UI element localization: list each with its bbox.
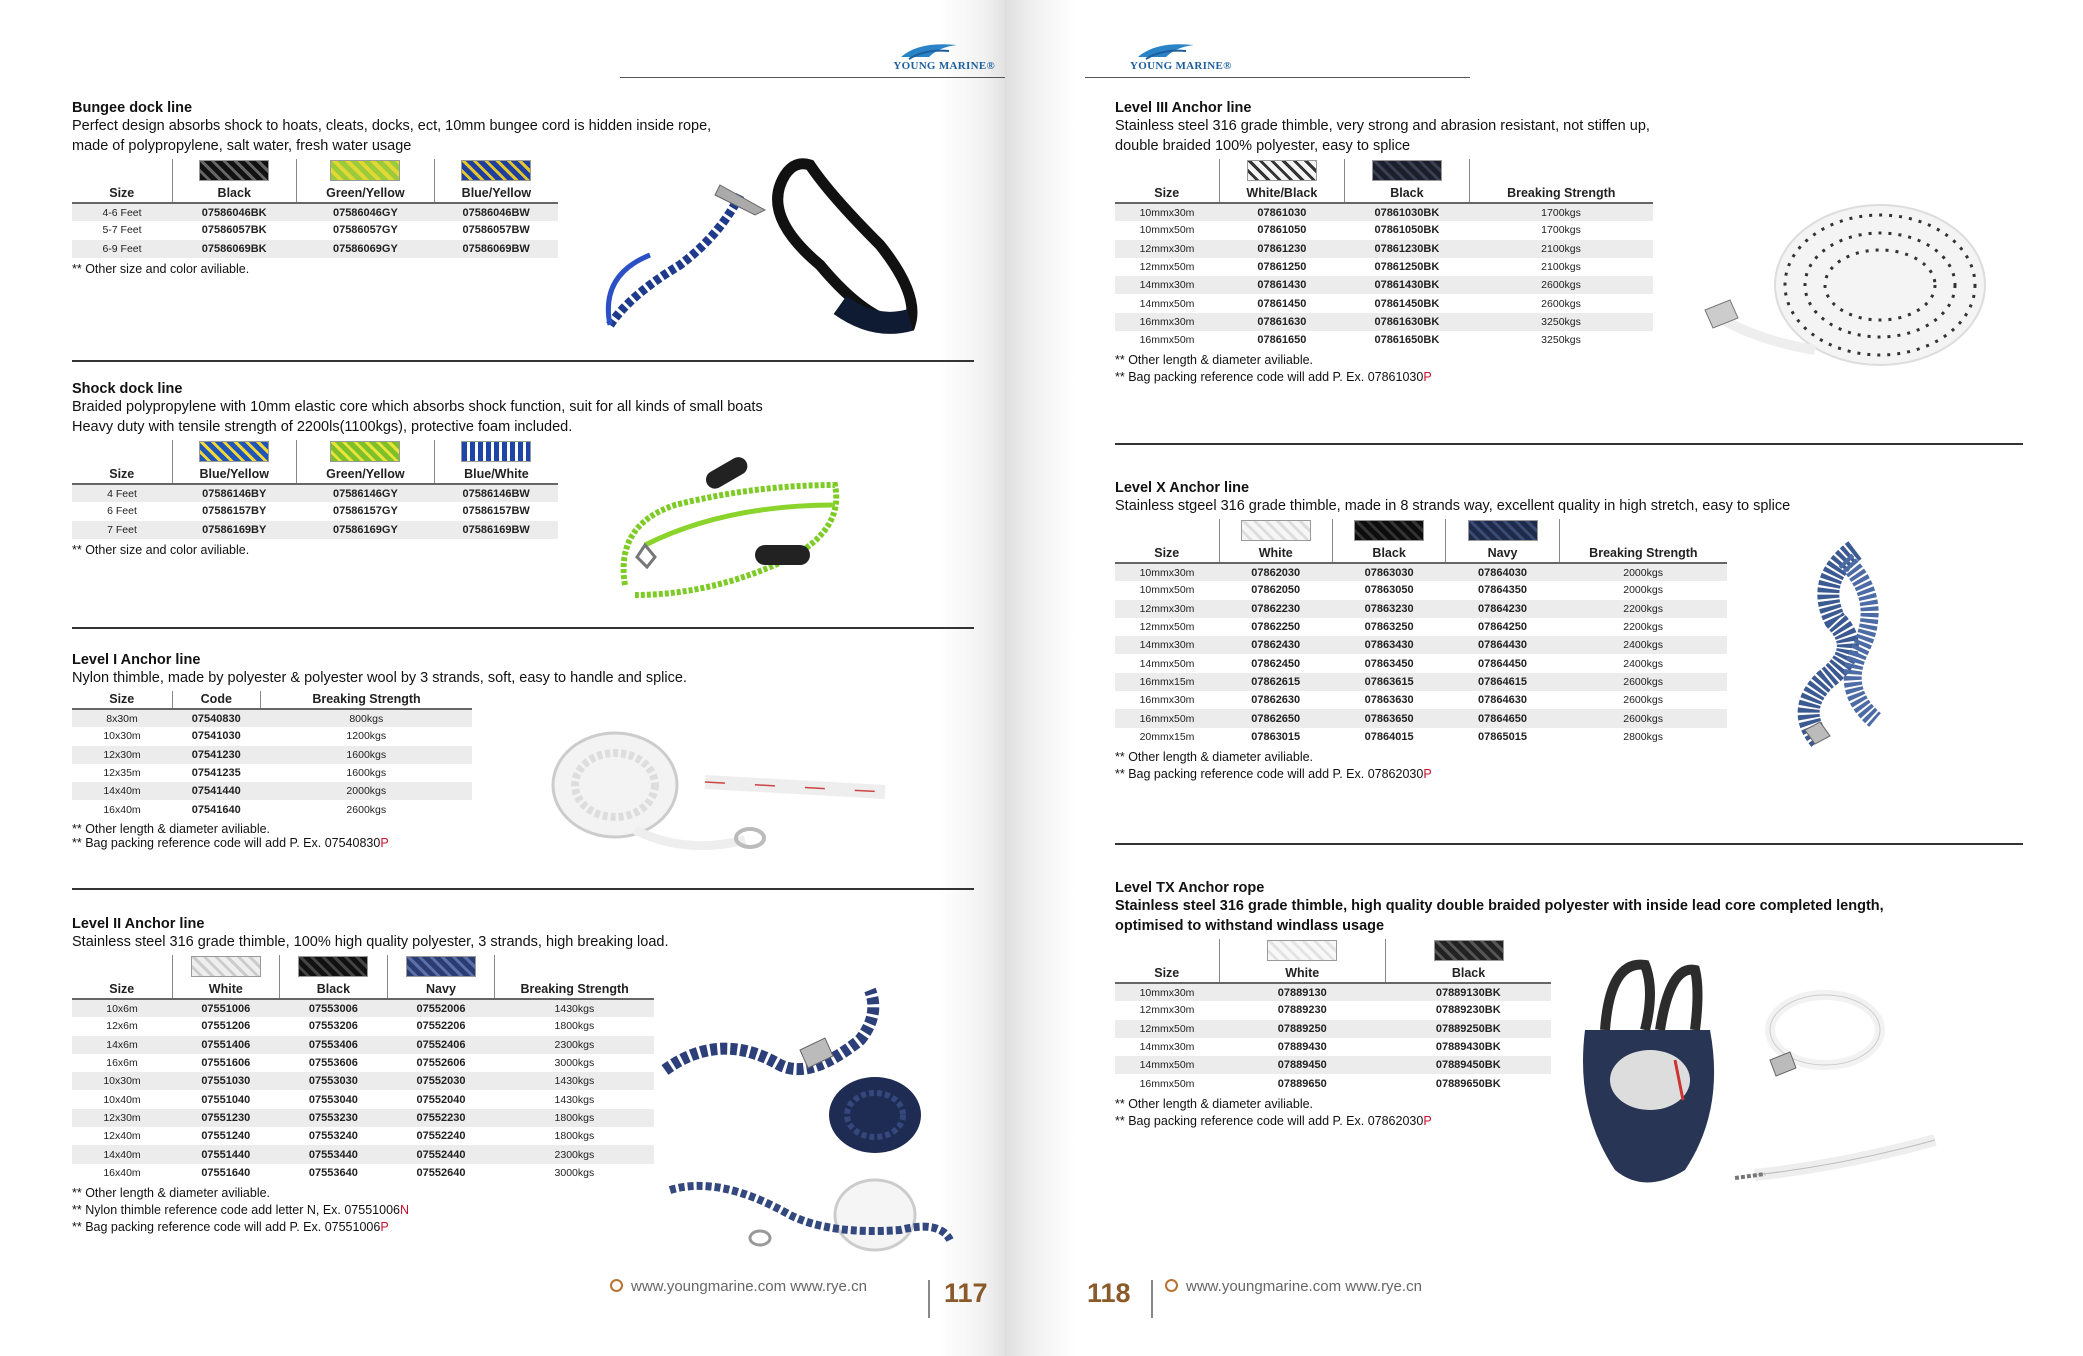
table-row: 14mmx50m 07861450 07861450BK 2600kgs xyxy=(1139,297,1581,310)
table-row: 10mmx30m 07889130 07889130BK xyxy=(1115,983,1551,1001)
swatch-blue-yellow xyxy=(199,441,269,462)
table-row: 10x40m 07551040 07553040 07552040 1430kgs xyxy=(103,1093,595,1106)
table-row: 12mmx30m 07862230 07863230 07864230 2200kgs xyxy=(1115,600,1727,618)
table-row: 12x6m 07551206 07553206 07552206 1800kgs xyxy=(106,1020,595,1033)
globe-icon xyxy=(610,1279,623,1292)
section-desc: optimised to withstand windlass usage xyxy=(1115,918,1385,934)
col-header: Blue/White xyxy=(434,440,558,484)
table-row: 12x30m 07541230 1600kgs xyxy=(72,746,472,764)
swatch-white-black xyxy=(1247,160,1317,181)
table-row: 12mmx50m 07861250 07861250BK 2100kgs xyxy=(1139,261,1581,274)
section-level-x-anchor-line xyxy=(1115,480,1790,783)
col-header: Breaking Strength xyxy=(1559,519,1727,563)
col-header: Breaking Strength xyxy=(495,955,654,999)
col-header: Size xyxy=(72,159,172,203)
note: ** Bag packing reference code will add P. Ex. 07862030P xyxy=(1115,766,1432,781)
table-row: 16x40m 07541640 2600kgs xyxy=(103,803,387,816)
col-header: Black xyxy=(1386,939,1551,983)
note: ** Other length & diameter aviliable. xyxy=(1115,353,1314,368)
swatch-blue-white xyxy=(461,441,531,462)
swatch-navy xyxy=(1468,520,1538,541)
table-row: 14mmx50m 07862450 07863450 07864450 2400kgs xyxy=(1139,657,1663,670)
table-row: 16mmx50m 07861650 07861650BK 3250kgs xyxy=(1139,334,1581,347)
footer-website: www.youngmarine.com www.rye.cn xyxy=(1165,1278,1422,1295)
divider xyxy=(72,888,974,890)
swatch-white xyxy=(191,956,261,977)
divider xyxy=(72,360,974,362)
page-number: 117 xyxy=(944,1278,988,1308)
table-row: 16mmx15m 07862615 07863615 07864615 2600kgs xyxy=(1115,673,1727,691)
table-row: 14mmx30m 07889430 07889430BK xyxy=(1139,1041,1501,1054)
swatch-black xyxy=(199,160,269,181)
section-desc: Stainless steel 316 grade thimble, high quality double braided polyester with inside lead core completed length, xyxy=(1115,898,1884,914)
table-row: 12mmx30m 07861230 07861230BK 2100kgs xyxy=(1115,240,1653,258)
table-row: 16mmx50m 07862650 07863650 07864650 2600kgs xyxy=(1115,709,1727,727)
note: ** Nylon thimble reference code add letter N, Ex. 07551006N xyxy=(72,1202,410,1217)
section-desc: Stainless steel 316 grade thimble, 100% high quality polyester, 3 strands, high breaking load. xyxy=(72,934,669,950)
spec-table xyxy=(72,440,558,539)
col-header: Size xyxy=(72,691,172,709)
divider xyxy=(72,627,974,629)
spec-table xyxy=(72,691,472,819)
spec-table xyxy=(1115,519,1727,746)
table-row: 12x35m 07541235 1600kgs xyxy=(103,767,387,780)
section-title: Level TX Anchor rope xyxy=(1115,880,1265,896)
table-row: 10x6m 07551006 07553006 07552006 1430kgs xyxy=(72,999,654,1017)
note: ** Other size and color aviliable. xyxy=(72,542,250,557)
boat-logo-icon xyxy=(899,37,959,61)
spec-table xyxy=(72,955,654,1182)
section-desc: made of polypropylene, salt water, fresh water usage xyxy=(72,138,412,154)
table-row: 10mmx50m 07861050 07861050BK 1700kgs xyxy=(1139,224,1581,237)
section-title: Level X Anchor line xyxy=(1115,480,1250,496)
swatch-white xyxy=(1267,940,1337,961)
brand-logo-right: YOUNG MARINE® xyxy=(1130,60,1232,72)
globe-icon xyxy=(1165,1279,1178,1292)
col-header: Black xyxy=(1345,159,1469,203)
table-row: 10x30m 07551030 07553030 07552030 1430kgs xyxy=(72,1072,654,1090)
level-i-rope-image xyxy=(545,720,890,860)
level-x-rope-image xyxy=(1765,540,1915,750)
col-header: Breaking Strength xyxy=(1469,159,1653,203)
col-header: Size xyxy=(1115,939,1219,983)
shock-line-image xyxy=(605,445,855,605)
swatch-green-yellow xyxy=(330,441,400,462)
level-ii-rope-image xyxy=(660,980,980,1260)
swatch-green-yellow xyxy=(330,160,400,181)
section-title: Level I Anchor line xyxy=(72,652,201,668)
spec-table xyxy=(72,159,558,258)
table-row: 12mmx50m 07862250 07863250 07864250 2200kgs xyxy=(1139,621,1663,634)
col-header: Size xyxy=(72,955,172,999)
footer-divider xyxy=(928,1280,930,1318)
section-desc: Perfect design absorbs shock to hoats, cleats, docks, ect, 10mm bungee cord is hidden inside rope, xyxy=(72,118,712,134)
col-header: Black xyxy=(1332,519,1445,563)
table-row: 12mmx50m 07889250 07889250BK xyxy=(1115,1020,1551,1038)
level-iii-rope-image xyxy=(1695,200,1995,370)
table-row: 14mmx50m 07889450 07889450BK xyxy=(1115,1056,1551,1074)
section-desc: Nylon thimble, made by polyester & polyester wool by 3 strands, soft, easy to handle and splice. xyxy=(72,670,687,686)
note: ** Bag packing reference code will add P. Ex. 07862030P xyxy=(1115,1113,1432,1128)
section-desc: Stainless stgeel 316 grade thimble, made in 8 strands way, excellent quality in high stretch, easy to splice xyxy=(1115,498,1791,514)
bungee-line-image xyxy=(590,155,950,355)
note: ** Other length & diameter aviliable. xyxy=(1115,749,1314,764)
section-title: Level II Anchor line xyxy=(72,916,205,932)
footer-website: www.youngmarine.com www.rye.cn xyxy=(610,1278,867,1295)
note: ** Bag packing reference code will add P. Ex. 07551006P xyxy=(72,1219,389,1234)
col-header: Size xyxy=(1115,159,1219,203)
left-page xyxy=(0,0,1005,1356)
section-level-iii-anchor-line xyxy=(1115,100,1653,386)
divider xyxy=(1115,843,2023,845)
col-header: Size xyxy=(1115,519,1219,563)
table-row: 6 Feet 07586157BY 07586157GY 07586157BW xyxy=(107,505,530,518)
swatch-black xyxy=(1434,940,1504,961)
table-row: 4-6 Feet 07586046BK 07586046GY 07586046BW xyxy=(72,203,558,221)
table-row: 8x30m 07540830 800kgs xyxy=(72,709,472,727)
section-title: Shock dock line xyxy=(72,381,183,397)
note: ** Other length & diameter aviliable. xyxy=(72,1185,271,1200)
section-desc: Braided polypropylene with 10mm elastic core which absorbs shock function, suit for all kinds of small boats xyxy=(72,399,763,415)
table-row: 12x30m 07551230 07553230 07552230 1800kgs xyxy=(72,1109,654,1127)
col-header: Blue/Yellow xyxy=(172,440,296,484)
col-header: Size xyxy=(72,440,172,484)
table-row: 7 Feet 07586169BY 07586169GY 07586169BW xyxy=(72,521,558,539)
note: ** Other length & diameter aviliable. xyxy=(72,821,271,836)
header-rule-left xyxy=(620,38,1005,78)
col-header: Breaking Strength xyxy=(261,691,472,709)
swatch-black xyxy=(1372,160,1442,181)
table-row: 12x40m 07551240 07553240 07552240 1800kgs xyxy=(103,1130,595,1143)
table-row: 14x6m 07551406 07553406 07552406 2300kgs xyxy=(72,1036,654,1054)
col-header: White xyxy=(172,955,280,999)
table-row: 20mmx15m 07863015 07864015 07865015 2800kgs xyxy=(1139,730,1663,743)
table-row: 14mmx30m 07861430 07861430BK 2600kgs xyxy=(1115,276,1653,294)
table-row: 12mmx30m 07889230 07889230BK xyxy=(1139,1004,1501,1017)
right-page xyxy=(1005,0,2083,1356)
divider xyxy=(1115,443,2023,445)
boat-logo-icon xyxy=(1136,37,1196,61)
table-row: 14mmx30m 07862430 07863430 07864430 2400kgs xyxy=(1115,636,1727,654)
footer-divider xyxy=(1151,1280,1153,1318)
table-row: 10mmx30m 07861030 07861030BK 1700kgs xyxy=(1115,203,1653,221)
note: ** Other length & diameter aviliable. xyxy=(1115,1096,1314,1111)
col-header: Blue/Yellow xyxy=(434,159,558,203)
col-header: Green/Yellow xyxy=(296,440,434,484)
swatch-white xyxy=(1241,520,1311,541)
section-desc: double braided 100% polyester, easy to splice xyxy=(1115,138,1411,154)
page-number: 118 xyxy=(1087,1278,1131,1308)
table-row: 10mmx50m 07862050 07863050 07864350 2000kgs xyxy=(1139,584,1663,597)
note: ** Other size and color aviliable. xyxy=(72,261,250,276)
col-header: White xyxy=(1219,519,1332,563)
table-row: 14x40m 07541440 2000kgs xyxy=(72,782,472,800)
spec-table xyxy=(1115,939,1551,1093)
table-row: 10x30m 07541030 1200kgs xyxy=(103,730,387,743)
table-row: 6-9 Feet 07586069BK 07586069GY 07586069BW xyxy=(72,240,558,258)
table-row: 16mmx50m 07889650 07889650BK xyxy=(1139,1077,1501,1090)
table-row: 5-7 Feet 07586057BK 07586057GY 07586057BW xyxy=(102,224,530,237)
col-header: Green/Yellow xyxy=(296,159,434,203)
table-row: 16mmx30m 07861630 07861630BK 3250kgs xyxy=(1115,313,1653,331)
section-title: Bungee dock line xyxy=(72,100,193,116)
col-header: White/Black xyxy=(1219,159,1345,203)
col-header: Code xyxy=(172,691,261,709)
section-title: Level III Anchor line xyxy=(1115,100,1252,116)
table-row: 4 Feet 07586146BY 07586146GY 07586146BW xyxy=(72,484,558,502)
section-desc: Heavy duty with tensile strength of 2200ls(1100kgs), protective foam included. xyxy=(72,419,573,435)
col-header: Black xyxy=(172,159,296,203)
col-header: Navy xyxy=(387,955,495,999)
swatch-navy xyxy=(406,956,476,977)
brand-logo-left: YOUNG MARINE® xyxy=(893,60,995,72)
col-header: Black xyxy=(280,955,388,999)
table-row: 16mmx30m 07862630 07863630 07864630 2600kgs xyxy=(1139,694,1663,707)
section-desc: Stainless steel 316 grade thimble, very strong and abrasion resistant, not stiffen up, xyxy=(1115,118,1650,134)
header-rule-right xyxy=(1085,38,1470,78)
table-row: 10mmx30m 07862030 07863030 07864030 2000kgs xyxy=(1115,563,1727,581)
level-tx-rope-bag-image xyxy=(1565,950,1945,1200)
section-level-ii-anchor-line xyxy=(72,916,668,1236)
note: ** Bag packing reference code will add P. Ex. 07540830P xyxy=(72,835,389,850)
swatch-black xyxy=(298,956,368,977)
spec-table xyxy=(1115,159,1653,349)
swatch-black xyxy=(1354,520,1424,541)
note: ** Bag packing reference code will add P. Ex. 07861030P xyxy=(1115,370,1432,385)
swatch-blue-yellow xyxy=(461,160,531,181)
table-row: 16x6m 07551606 07553606 07552606 3000kgs xyxy=(106,1057,595,1070)
table-row: 16x40m 07551640 07553640 07552640 3000kgs xyxy=(103,1166,595,1179)
table-row: 14x40m 07551440 07553440 07552440 2300kgs xyxy=(72,1145,654,1163)
col-header: White xyxy=(1219,939,1386,983)
col-header: Navy xyxy=(1446,519,1559,563)
